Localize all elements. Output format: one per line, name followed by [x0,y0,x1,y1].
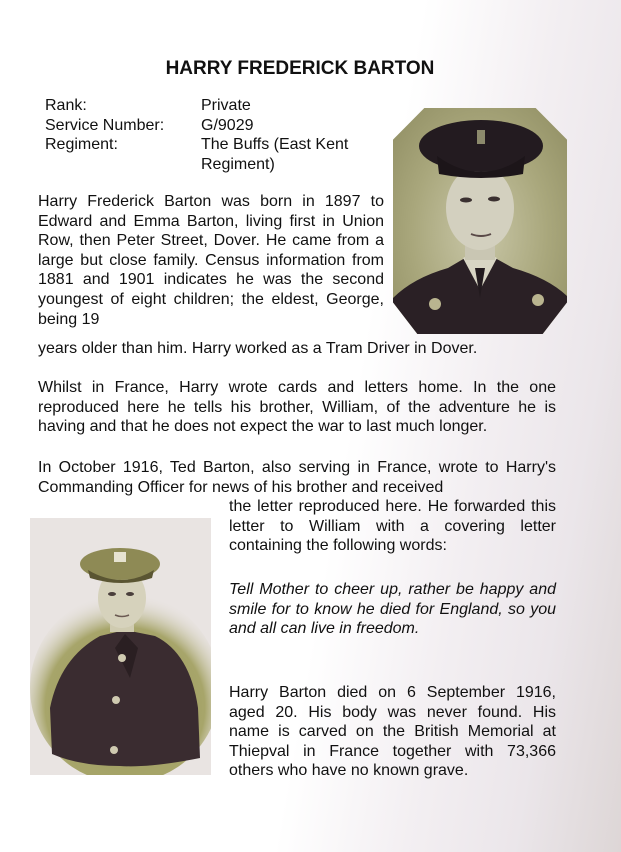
fact-service-number [45,116,381,136]
death-memorial-paragraph: Harry Barton died on 6 September 1916, aged 20. His body was never found. His name is carved on the British Memorial at Thiepval in France together with 73,366 others who have no known grave. [229,684,556,780]
page-title: HARRY FREDERICK BARTON [165,58,435,79]
fact-label: Regiment: [45,136,118,153]
biography-paragraph-1-end: years older than him. Harry worked as a Tram Driver in Dover. [38,340,478,357]
biography-paragraph-1: Harry Frederick Barton was born in 1897 to Edward and Emma Barton, living first in Union Row, then Peter Street, Dover. He came from a large but close family. Census information from 1881 and 1901 indicates he was the second youngest of eight children; the eldest, George, being 19 [38,193,384,328]
soldier-portrait-icon [393,108,567,334]
commanding-officer-paragraph: In October 1916, Ted Barton, also serving in France, wrote to Harry's Commanding Officer for news of his brother and received [38,459,556,496]
portrait-photo-bottom [30,518,211,775]
soldier-greatcoat-portrait-icon [30,518,211,775]
fact-label: Rank: [45,97,87,114]
covering-letter-quote: Tell Mother to cheer up, rather be happy and smile for to know he died for England, so you and all can live in freedom. [229,581,556,638]
commanding-officer-paragraph-cont: the letter reproduced here. He forwarded this letter to William with a covering letter containing the following words: [229,498,556,555]
fact-value: Private [201,97,251,114]
fact-rank [45,96,381,116]
portrait-photo-top [393,108,567,334]
fact-regiment [45,135,381,174]
letters-paragraph: Whilst in France, Harry wrote cards and letters home. In the one reproduced here he tells his brother, William, of the adventure he is having and that he does not expect the war to last much longer. [38,379,556,436]
fact-label: Service Number: [45,116,165,134]
fact-value: G/9029 [201,116,254,134]
fact-value: The Buffs (East Kent Regiment) [201,136,349,173]
service-facts [45,96,381,174]
